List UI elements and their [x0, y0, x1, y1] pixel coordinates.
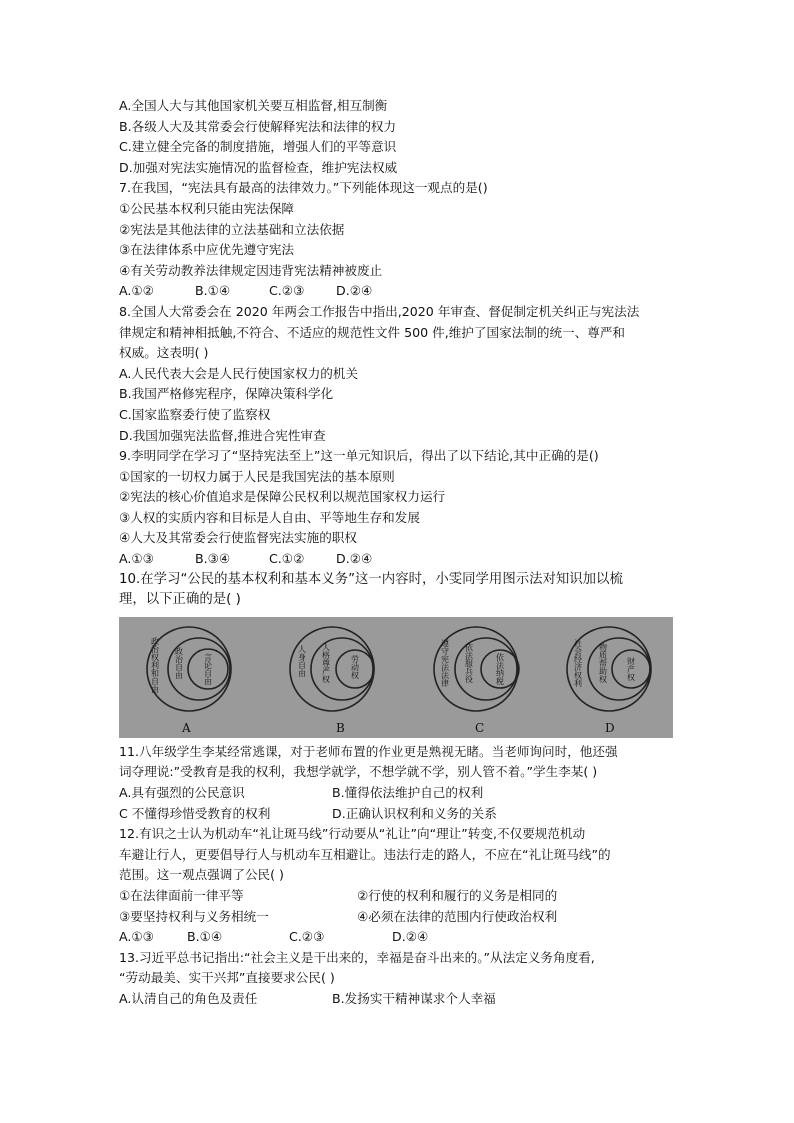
q11-option-a: A.具有强烈的公民意识: [119, 785, 245, 801]
q6-option-a: A.全国人大与其他国家机关要互相监督,相互制衡: [119, 98, 388, 113]
q12-item: ①在法律面前一律平等: [119, 888, 244, 903]
q8-option-a: A.人民代表大会是人民行使国家权力的机关: [119, 365, 359, 381]
diagram-letter: D: [605, 720, 615, 735]
q12-stem: 车避让行人，更要倡导行人与机动车互相避让。违法行走的路人，不应在“礼让斑马线”的: [119, 846, 611, 862]
q11-option-d: D.正确认识权利和义务的关系: [332, 805, 497, 821]
q9-stem: 9.李明同学在学习了“坚持宪法至上”这一单元知识后，得出了以下结论,其中正确的是(): [119, 448, 599, 464]
q7-options: [119, 281, 679, 302]
label-outer: 政治权利和自由: [150, 636, 160, 693]
q9-option-a: A.①③: [119, 551, 154, 567]
q11-stem: 11.八年级学生李某经常逃课，对于老师布置的作业更是熟视无睹。当老师询问时，他还强: [119, 743, 618, 759]
q10-stem: 理，以下正确的是( ): [119, 592, 241, 608]
q9-item: ④人大及其常委会行使监督宪法实施的职权: [119, 530, 357, 546]
q11-options-row: [119, 783, 679, 804]
q7-option-b: B.①④: [195, 283, 231, 299]
q12-option-c: C.②③: [289, 929, 325, 945]
q11-option-b: B.懂得依法维护自己的权利: [332, 785, 484, 801]
q13-option-a: A.认清自己的角色及责任: [119, 990, 258, 1006]
q12-items-row: [119, 886, 679, 907]
diagram-a: [147, 627, 231, 735]
q7-stem: 7.在我国，“宪法具有最高的法律效力。”下列能体现这一观点的是(): [119, 180, 488, 196]
diagram-b: [290, 627, 374, 735]
q7-item: ④有关劳动教养法律规定因违背宪法精神被废止: [119, 262, 383, 278]
q12-item: ③要坚持权利与义务相统一: [119, 908, 269, 924]
q10-diagram: [119, 617, 673, 738]
label-inner: 劳动权: [350, 654, 360, 679]
q8-option-d: D.我国加强宪法监督,推进合宪性审查: [119, 427, 326, 443]
q7-item: ②宪法是其他法律的立法基础和立法依据: [119, 221, 345, 237]
middle-circle: [311, 638, 373, 700]
label-outer: 遵守宪法法律: [440, 638, 450, 687]
q9-item: ①国家的一切权力属于人民是我国宪法的基本原则: [119, 468, 395, 484]
diagram-letter: A: [182, 720, 191, 735]
q13-stem: 13.习近平总书记指出:“社会主义是干出来的，幸福是奋斗出来的。”从法定义务角度看,: [119, 949, 595, 965]
q6-option-b: B.各级人大及其常委会行使解释宪法和法律的权力: [119, 118, 397, 134]
diagram-letter: B: [336, 720, 345, 735]
q11-option-c: C 不懂得珍惜受教育的权利: [119, 805, 271, 821]
middle-circle: [588, 638, 650, 700]
q7-item: ③在法律体系中应优先遵守宪法: [119, 242, 295, 258]
q13-option-b: B.发扬实干精神谋求个人幸福: [332, 990, 496, 1006]
q8-stem: 8.全国人大常委会在 2020 年两会工作报告中指出,2020 年审查、督促制定机关纠正与宪法法: [119, 303, 640, 319]
label-outer: 人身自由: [297, 644, 307, 677]
q10-diagram-photo: [119, 617, 673, 738]
label-inner: 言论自由: [203, 652, 213, 685]
q12-option-d: D.②④: [392, 929, 429, 945]
label-middle: 人格尊严权: [321, 642, 331, 683]
label-middle: 物质帮助权: [598, 642, 608, 683]
label-middle: 依法服兵役: [464, 642, 474, 683]
q12-option-b: B.①④: [187, 929, 223, 945]
q9-option-c: C.①②: [269, 551, 305, 567]
q12-item: ④必须在法律的范围内行使政治权利: [357, 908, 558, 924]
q9-options: [119, 549, 679, 570]
q9-option-d: D.②④: [336, 551, 373, 567]
q11-options-row: [119, 804, 679, 825]
diagram-c: [434, 627, 519, 735]
q8-option-b: B.我国严格修宪程序，保障决策科学化: [119, 386, 334, 402]
q12-options: [119, 927, 679, 948]
q6-option-c: C.建立健全完备的制度措施，增强人们的平等意识: [119, 139, 397, 155]
q9-item: ②宪法的核心价值追求是保障公民权利以规范国家权力运行: [119, 489, 446, 505]
q8-stem: 律规定和精神相抵触,不符合、不适应的规范性文件 500 件,维护了国家法制的统一、尊严和: [119, 324, 626, 340]
q10-stem: 10.在学习“公民的基本权利和基本义务”这一内容时，小雯同学用图示法对知识加以梳: [119, 571, 623, 587]
label-inner: 财产权: [626, 656, 636, 681]
q11-stem: 词夺理说:”受教育是我的权利，我想学就学，不想学就不学，别人管不着。”学生李某( ): [119, 764, 598, 780]
q12-item: ②行使的权利和履行的义务是相同的: [357, 888, 558, 903]
q12-stem: 范围。这一观点强调了公民( ): [119, 867, 284, 883]
q7-option-a: A.①②: [119, 283, 154, 299]
q12-items-row: [119, 907, 679, 928]
label-middle: 政治自由: [174, 646, 184, 679]
q13-stem: “劳动最美、实干兴邦”直接要求公民( ): [119, 970, 335, 986]
q7-item: ①公民基本权利只能由宪法保障: [119, 200, 295, 216]
q6-option-d: D.加强对宪法实施情况的监督检查，维护宪法权威: [119, 159, 398, 175]
diagram-d: [567, 627, 651, 735]
q8-option-c: C.国家监察委行使了监察权: [119, 406, 271, 422]
q12-option-a: A.①③: [119, 929, 154, 945]
q9-option-b: B.③④: [195, 551, 231, 567]
label-outer: 社会经济权利: [573, 638, 583, 687]
q13-options-row: [119, 989, 679, 1010]
exam-page: [119, 96, 679, 1010]
q7-option-c: C.②③: [269, 283, 305, 299]
q9-item: ③人权的实质内容和目标是人自由、平等地生存和发展: [119, 509, 420, 525]
q12-stem: 12.有识之士认为机动车“礼让斑马线”行动要从“礼让”向“理让”转变,不仅要规范机动: [119, 826, 586, 842]
label-inner: 依法纳税: [495, 652, 505, 685]
diagram-letter: C: [475, 720, 485, 735]
q7-option-d: D.②④: [336, 283, 373, 299]
q8-stem: 权威。这表明( ): [119, 345, 209, 361]
